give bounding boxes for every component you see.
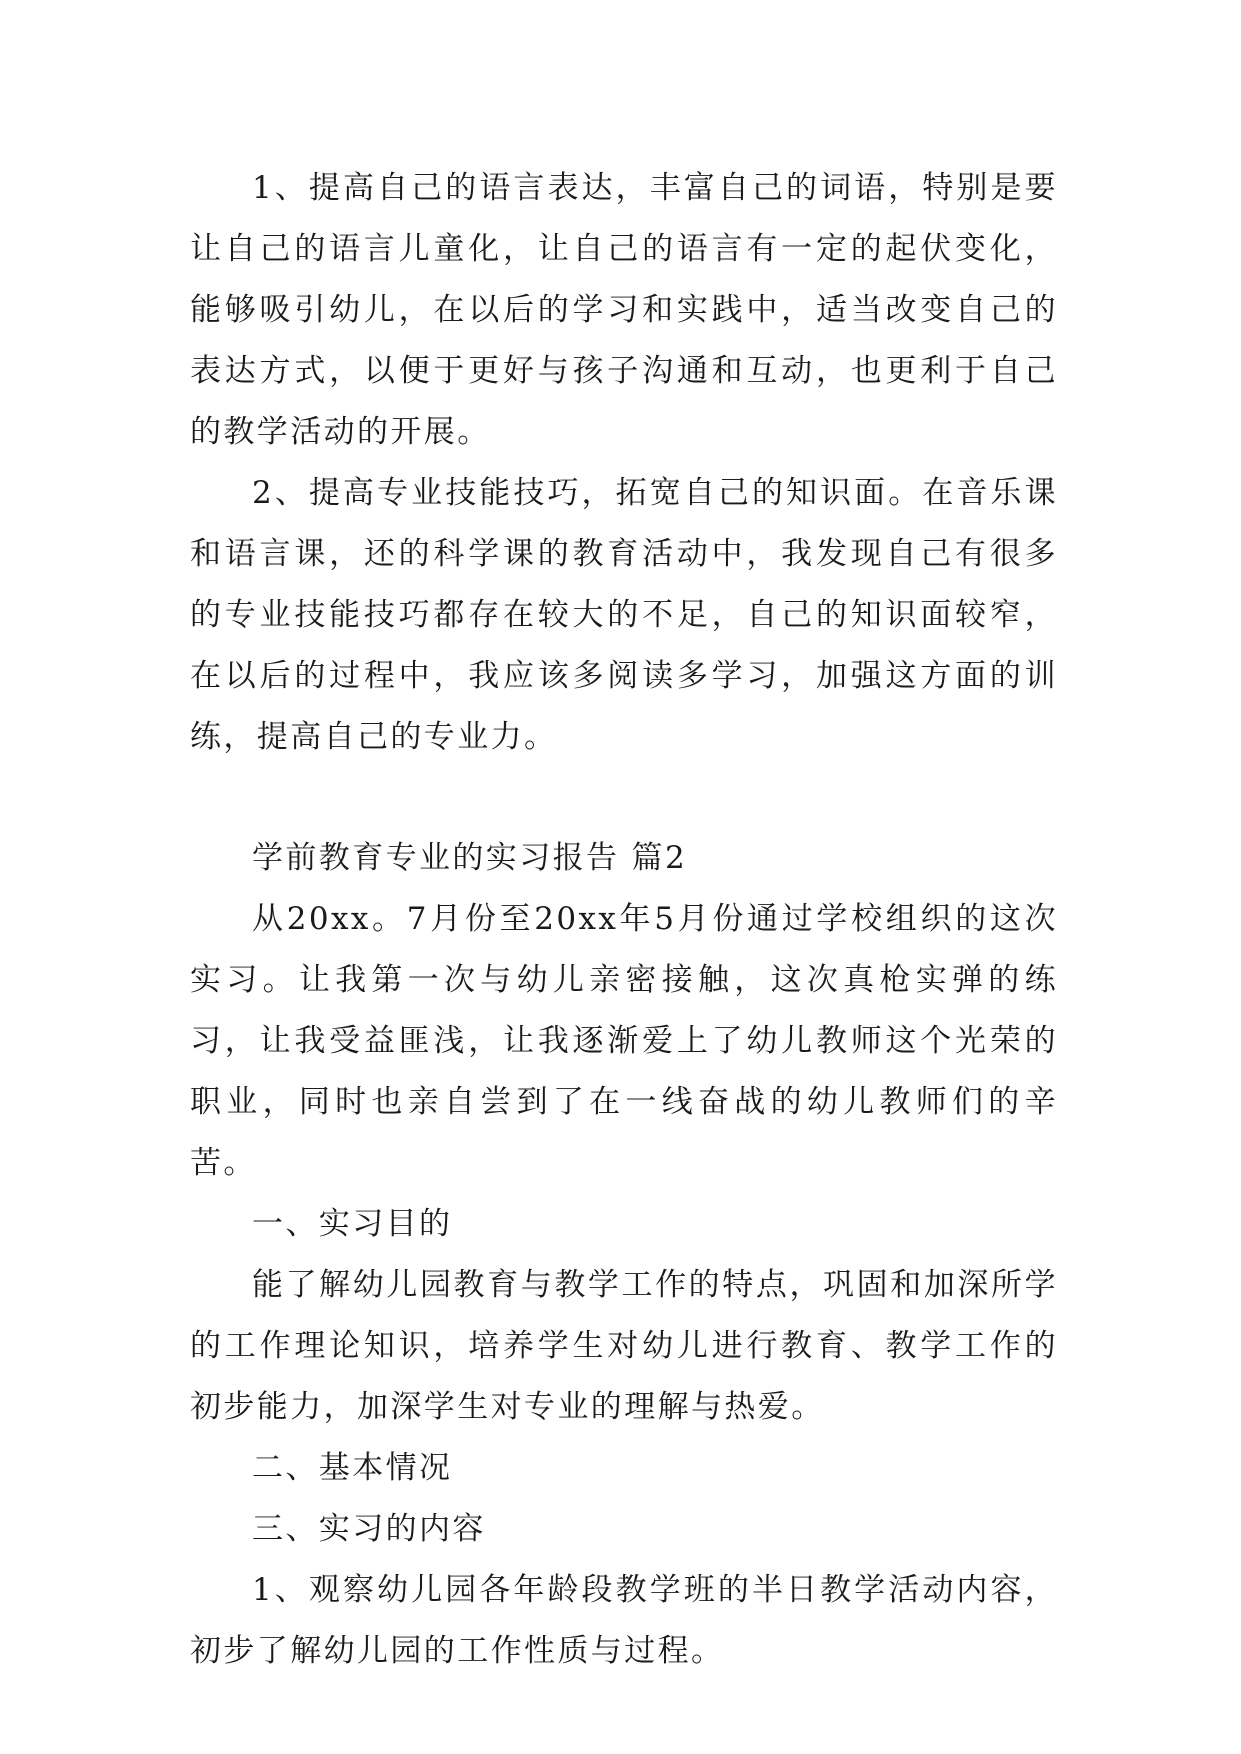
heading-internship-content: 三、实习的内容 bbox=[252, 1511, 486, 1547]
heading-internship-purpose: 一、实习目的 bbox=[252, 1206, 453, 1242]
section-title: 学前教育专业的实习报告 篇2 bbox=[252, 840, 688, 876]
paragraph-internship-intro: 从20xx。7月份至20xx年5月份通过学校组织的这次实习。让我第一次与幼儿亲密接触，这次真枪实弹的练习，让我受益匪浅，让我逐渐爱上了幼儿教师这个光荣的职业，同时也亲自尝到了在一线奋战的幼儿教师们的辛苦。 bbox=[190, 901, 1058, 1181]
heading-basic-situation: 二、基本情况 bbox=[252, 1450, 453, 1486]
paragraph-professional-skills: 2、提高专业技能技巧，拓宽自己的知识面。在音乐课和语言课，还的科学课的教育活动中，我发现自己有很多的专业技能技巧都存在较大的不足，自己的知识面较窄，在以后的过程中，我应该多阅读多学习，加强这方面的训练，提高自己的专业力。 bbox=[190, 475, 1058, 755]
paragraph-language-expression: 1、提高自己的语言表达，丰富自己的词语，特别是要让自己的语言儿童化，让自己的语言有一定的起伏变化，能够吸引幼儿，在以后的学习和实践中，适当改变自己的表达方式，以便于更好与孩子沟通和互动，也更利于自己的教学活动的开展。 bbox=[190, 170, 1058, 450]
paragraph-internship-purpose: 能了解幼儿园教育与教学工作的特点，巩固和加深所学的工作理论知识，培养学生对幼儿进行教育、教学工作的初步能力，加深学生对专业的理解与热爱。 bbox=[190, 1267, 1058, 1425]
paragraph-observe-activities: 1、观察幼儿园各年龄段教学班的半日教学活动内容，初步了解幼儿园的工作性质与过程。 bbox=[190, 1572, 1058, 1669]
document-page bbox=[190, 158, 1058, 1682]
section-spacer bbox=[190, 768, 1058, 828]
